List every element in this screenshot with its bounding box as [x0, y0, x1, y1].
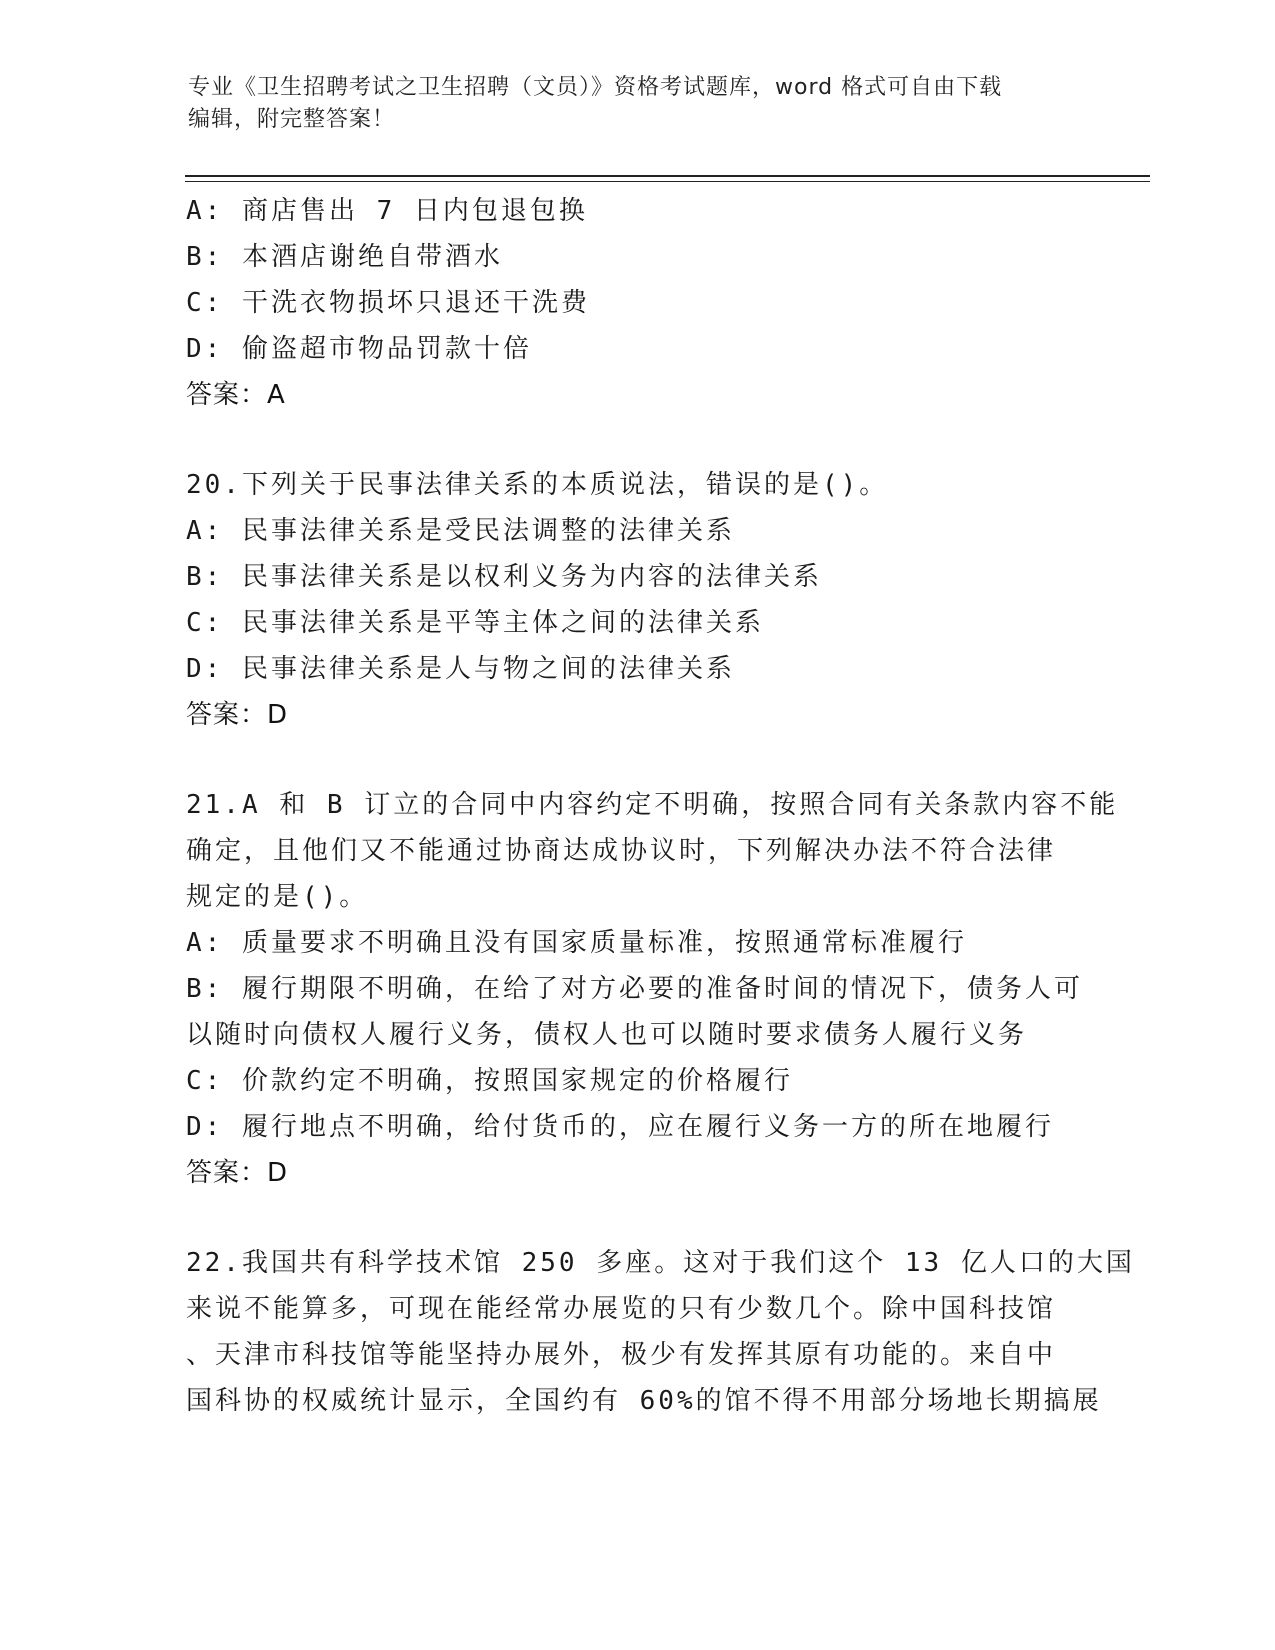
question-stem-line-2: 来说不能算多，可现在能经常办展览的只有少数几个。除中国科技馆 [186, 1294, 1057, 1324]
question-22 [186, 1240, 1135, 1424]
option-b: B: 履行期限不明确，在给了对方必要的准备时间的情况下，债务人可 [186, 974, 1083, 1004]
option-a: A: 商店售出 7 日内包退包换 [186, 196, 588, 226]
option-d: D: 履行地点不明确，给付货币的，应在履行义务一方的所在地履行 [186, 1112, 1054, 1142]
question-stem-line-3: 、天津市科技馆等能坚持办展外，极少有发挥其原有功能的。来自中 [186, 1340, 1057, 1370]
header-line-2: 编辑，附完整答案！ [188, 107, 396, 132]
question-20 [186, 462, 1086, 738]
option-c: C: 干洗衣物损坏只退还干洗费 [186, 288, 590, 318]
answer-label: 答案：A [186, 380, 286, 410]
question-19 [186, 188, 1086, 418]
option-a: A: 质量要求不明确且没有国家质量标准，按照通常标准履行 [186, 928, 967, 958]
spacer [186, 1196, 1086, 1240]
spacer [186, 738, 1086, 782]
option-a: A: 民事法律关系是受民法调整的法律关系 [186, 516, 735, 546]
spacer [186, 418, 1086, 462]
answer-label: 答案：D [186, 700, 289, 730]
option-c: C: 民事法律关系是平等主体之间的法律关系 [186, 608, 764, 638]
question-stem-line-4: 国科协的权威统计显示，全国约有 60%的馆不得不用部分场地长期搞展 [186, 1386, 1102, 1416]
header-line-1: 专业《卫生招聘考试之卫生招聘（文员）》资格考试题库，word 格式可自由下载 [188, 75, 1003, 100]
question-21 [186, 782, 1119, 1196]
question-stem-line-1: 21.A 和 B 订立的合同中内容约定不明确，按照合同有关条款内容不能 [186, 790, 1119, 820]
header-divider-thin [185, 181, 1150, 182]
option-d: D: 偷盗超市物品罚款十倍 [186, 334, 532, 364]
option-b: B: 民事法律关系是以权利义务为内容的法律关系 [186, 562, 822, 592]
question-stem-line-2: 确定，且他们又不能通过协商达成协议时，下列解决办法不符合法律 [186, 836, 1057, 866]
document-header [188, 72, 1088, 136]
question-content [186, 188, 1135, 1424]
question-stem-line-1: 22.我国共有科学技术馆 250 多座。这对于我们这个 13 亿人口的大国 [186, 1248, 1135, 1278]
option-d: D: 民事法律关系是人与物之间的法律关系 [186, 654, 735, 684]
option-c: C: 价款约定不明确，按照国家规定的价格履行 [186, 1066, 793, 1096]
option-b-continued: 以随时向债权人履行义务，债权人也可以随时要求债务人履行义务 [186, 1020, 1028, 1050]
question-stem-line-3: 规定的是()。 [186, 882, 369, 912]
header-divider-thick [185, 175, 1150, 177]
answer-label: 答案：D [186, 1158, 289, 1188]
option-b: B: 本酒店谢绝自带酒水 [186, 242, 503, 272]
question-stem: 20.下列关于民事法律关系的本质说法，错误的是()。 [186, 470, 889, 500]
